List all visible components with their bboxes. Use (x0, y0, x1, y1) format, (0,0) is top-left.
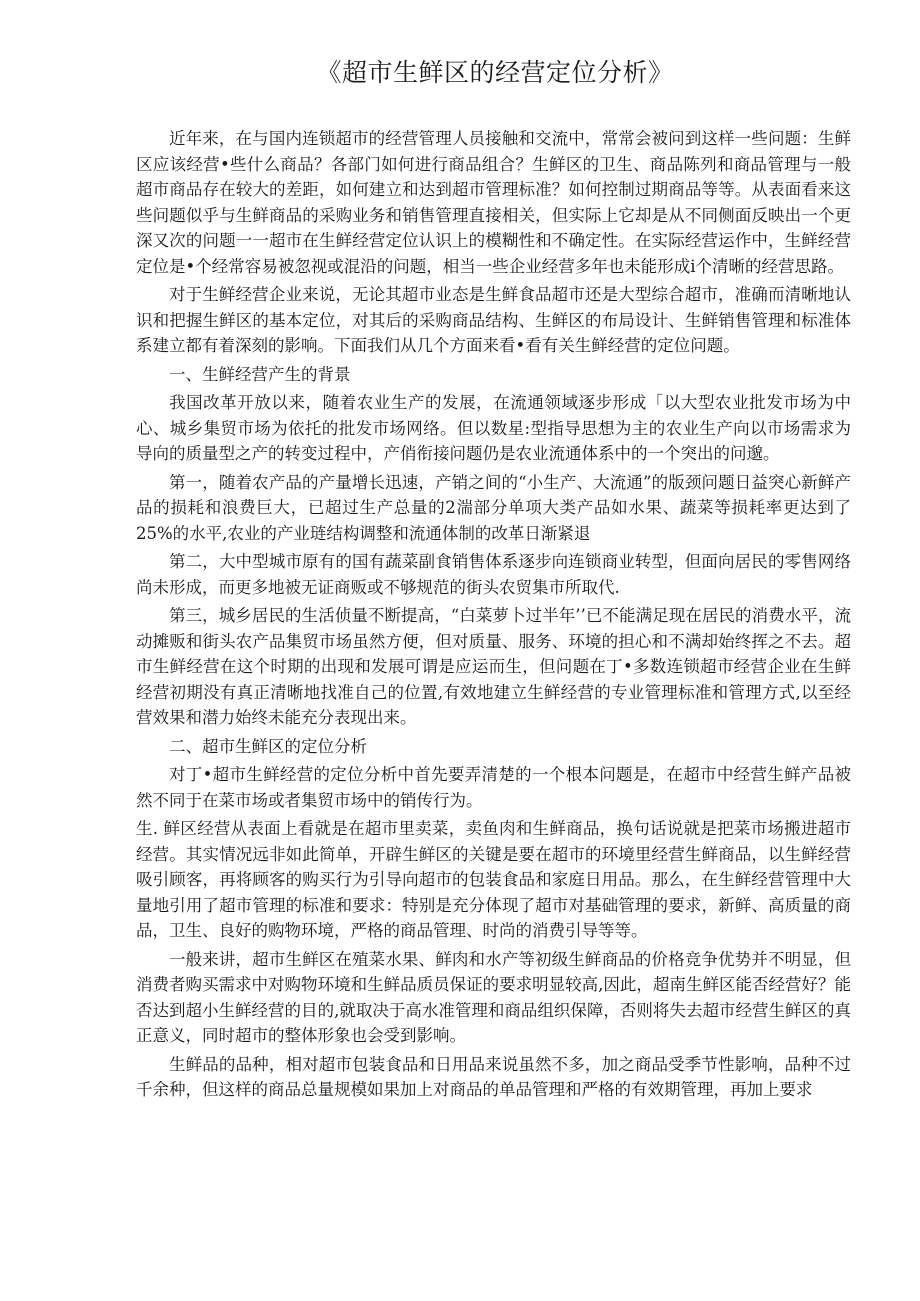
paragraph: 第三，城乡居民的生活侦量不断提高，“白菜萝卜过半年’’已不能满足现在居民的消费水平，流动摊贩和街头农产品集贸市场虽然方便，但对质量、服务、环境的担心和不满却始终挥之不去。超市生鲜经营在这个时期的出现和发展可谓是应运而生，但问题在丁•多数连锁超市经营企业在生鲜经营初期没有真正清晰地找准自己的位置,有效地建立生鲜经营的专业管理标准和管理方式,以至经营效果和潜力始终未能充分表现出来。 (136, 606, 851, 727)
section-heading: 一、生鲜经营产生的背景 (169, 364, 351, 384)
paragraph: 生鲜品的品种，相对超市包装食品和日用品来说虽然不多，加之商品受季节性影响，品种不过千余种，但这样的商品总量规模如果加上对商品的单品管理和严格的有效期管理，再加上要求 (136, 1054, 851, 1099)
document-body (136, 126, 851, 1106)
paragraph: 我国改革开放以来，随着农业生产的发展，在流通领域逐步形成「以大型农业批发市场为中心、城乡集贸市场为依托的批发市场网络。但以数星:型指导思想为主的农业生产向以市场需求为导向的质量型之产的转变过程中，产俏衔接问题仍是农业流通体系中的一个突出的问邈。 (136, 393, 851, 463)
paragraph: 第二，大中型城市原有的国有蔬菜副食销售体系逐步向连锁商业转型，但面向居民的零售网络尚未形成，而更多地被无证商贩或不够规范的街头农贸集市所取代. (136, 552, 851, 597)
paragraph: 对丁•超市生鲜经营的定位分析中首先要弄清楚的一个根本问题是，在超市中经营生鲜产品被然不同于在菜市场或者集贸市场中的销传行为。 (136, 765, 851, 810)
paragraph: 生. 鲜区经营从表面上看就是在超市里卖菜，卖鱼肉和生鲜商品，换句话说就是把菜市场搬进超市经营。其实情况远非如此简单，开辟生鲜区的关键是要在超市的环境里经营生鲜商品，以生鲜经营吸引顾客，再将顾客的购买行为引导向超市的包装食品和家庭日用品。那么，在生鲜经营管理中大量地引用了超市管理的标准和要求：特别是充分体现了超市对基础管理的要求，新鲜、高质量的商品，卫生、良好的购物环境，严格的商品管理、时尚的消费引导等等。 (136, 819, 851, 940)
section-heading: 二、超市生鲜区的定位分析 (169, 736, 367, 756)
document-title: 《超市生鲜区的经营定位分析》 (316, 58, 674, 87)
paragraph: 第一，随着农产品的产量增长迅速，产销之间的“小生产、大流通”的版颈问题日益突心新鲜产品的损耗和浪费巨大，已超过生产总量的2湍部分单项大类产品如水果、蔬菜等损耗率更达到了25%的水平,农业的产业琏结构调整和流通体制的改革日渐紧退 (136, 472, 851, 543)
paragraph: 一般来讲，超市生鲜区在殖菜水果、鲜肉和水产等初级生鲜商品的价格竞争优势并不明显，但消费者购买需求中对购物环境和生鲜品质员保证的要求明显较高,因此，超南生鲜区能否经营好？能否达到超小生鲜经营的目的,就取决于高水准管理和商品组织保障，否则将失去超市经营生鲜区的真正意义，同时超市的整体形象也会受到影响。 (136, 949, 851, 1045)
paragraph: 对于生鲜经营企业来说，无论其超市业态是生鲜食品超市还是大型综合超市，准确而清晰地认识和把握生鲜区的基本定位，对其后的采购商品结构、生鲜区的布局设计、生鲜销售管理和标准体系建立都有着深刻的影响。下面我们从几个方面来看•看有关生鲜经营的定位问题。 (136, 285, 851, 355)
paragraph: 近年来，在与国内连锁超市的经营管理人员接触和交流中，常常会被问到这样一些问题：生鲜区应该经营•些什么商品？各部门如何进行商品组合？生鲜区的卫生、商品陈列和商品管理与一般超市商品存在较大的差距，如何建立和达到超市管理标准？如何控制过期商品等等。从表面看来这些问题似乎与生鲜商品的采购业务和销售管理直接相关，但实际上它却是从不同侧面反映出一个更深又次的问题一一超市在生鲜经营定位认识上的模糊性和不确定性。在实际经营运作中，生鲜经营定位是•个经常容易被忽视或混沿的问题，相当一些企业经营多年也未能形成i个清晰的经营思路。 (136, 129, 851, 276)
